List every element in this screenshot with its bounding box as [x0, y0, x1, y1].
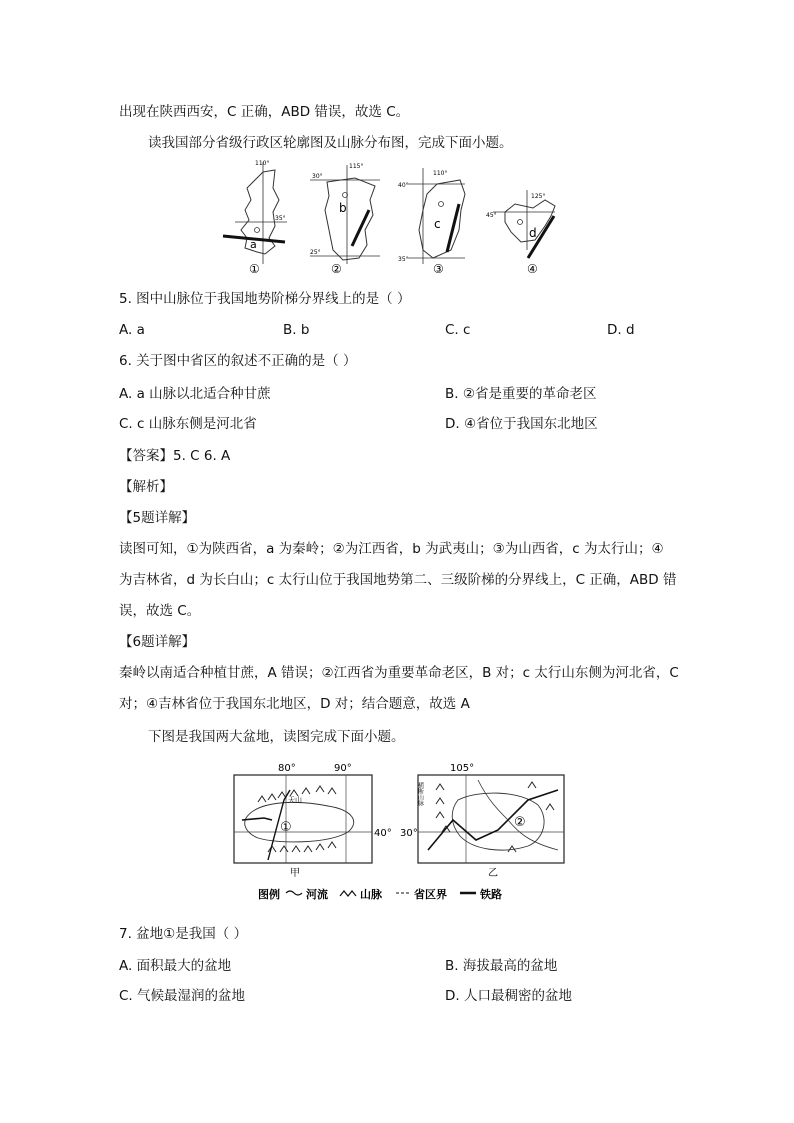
lon-label: 80° [278, 763, 296, 774]
map-shaanxi [223, 160, 287, 276]
river-symbol-icon [286, 891, 302, 895]
caption-jia: 甲 [290, 868, 300, 879]
map-jilin [486, 190, 555, 276]
mountain-symbol-icon [340, 891, 356, 896]
lon-label: 115° [349, 163, 364, 170]
map-number-1: ① [249, 262, 260, 276]
lat-label: 45° [486, 212, 497, 219]
mountain-letter-a: a [250, 238, 257, 251]
q7-option-a: A. 面积最大的盆地 [119, 958, 232, 974]
basin-1-label: ① [280, 820, 292, 835]
caption-yi: 乙 [488, 868, 498, 879]
map-number-2: ② [331, 262, 342, 276]
province-outline-maps [215, 160, 577, 285]
legend-title: 图例 [258, 888, 280, 901]
map-number-4: ④ [527, 262, 538, 276]
legend [258, 887, 502, 901]
lon-label: 110° [433, 170, 448, 177]
q6-option-d: D. ④省位于我国东北地区 [445, 416, 598, 432]
q7-option-b: B. 海拔最高的盆地 [445, 958, 558, 974]
lon-label: 125° [531, 193, 546, 200]
lon-label: 105° [450, 763, 475, 774]
map-yi [400, 763, 564, 879]
map-number-3: ③ [433, 262, 444, 276]
question-5: 5. 图中山脉位于我国地势阶梯分界线上的是（ ） [119, 291, 411, 307]
map-shanxi [398, 168, 465, 276]
q7-option-d: D. 人口最稠密的盆地 [445, 988, 572, 1004]
answer-line: 【答案】5. C 6. A [119, 448, 231, 464]
legend-mountain: 山脉 [360, 888, 382, 901]
analysis-heading: 【解析】 [119, 479, 173, 495]
q6-option-b: B. ②省是重要的革命老区 [445, 386, 597, 402]
map-jia [234, 763, 392, 879]
q6-detail-text: 秦岭以南适合种植甘蔗，A 错误；②江西省为重要革命老区，B 对；c 太行山东侧为河北省，C [119, 665, 679, 681]
q5-detail-text: 读图可知，①为陕西省，a 为秦岭；②为江西省，b 为武夷山；③为山西省，c 为太行山；④ [119, 541, 664, 557]
text-line: 出现在陕西西安，C 正确，ABD 错误，故选 C。 [119, 104, 410, 120]
q5-detail-text: 误，故选 C。 [119, 603, 201, 619]
lat-label: 40° [398, 182, 409, 189]
q7-option-c: C. 气候最湿润的盆地 [119, 988, 246, 1004]
question-7: 7. 盆地①是我国（ ） [119, 926, 248, 942]
basin-2-label: ② [514, 815, 526, 830]
lon-label: 110° [255, 160, 270, 167]
lat-label: 35° [275, 215, 286, 222]
lat-label: 40° [374, 828, 392, 839]
q6-detail-text: 对；④吉林省位于我国东北地区，D 对；结合题意，故选 A [119, 696, 470, 712]
q5-option-a: A. a [119, 322, 145, 338]
q5-option-d: D. d [607, 322, 635, 338]
basin-maps [228, 760, 568, 908]
lat-label: 25° [310, 249, 321, 256]
q6-detail-heading: 【6题详解】 [119, 634, 196, 650]
question-6: 6. 关于图中省区的叙述不正确的是（ ） [119, 353, 357, 369]
lat-label: 30° [312, 173, 323, 180]
q6-option-c: C. c 山脉东侧是河北省 [119, 416, 257, 432]
mountain-letter-b: b [339, 201, 347, 215]
q6-option-a: A. a 山脉以北适合种甘蔗 [119, 386, 271, 402]
question-intro: 读我国部分省级行政区轮廓图及山脉分布图，完成下面小题。 [148, 135, 513, 151]
mountain-letter-d: d [529, 226, 537, 240]
tianshan-label: 天山 [288, 796, 302, 804]
lat-label: 30° [400, 828, 418, 839]
q5-option-c: C. c [445, 322, 471, 338]
q5-detail-heading: 【5题详解】 [119, 510, 196, 526]
q5-option-b: B. b [283, 322, 310, 338]
legend-boundary: 省区界 [414, 888, 447, 901]
map-jiangxi [310, 163, 380, 276]
q5-detail-text: 为吉林省，d 为长白山；c 太行山位于我国地势第二、三级阶梯的分界线上，C 正确，ABD 错 [119, 572, 677, 588]
legend-railway: 铁路 [480, 888, 502, 901]
mountain-letter-c: c [434, 217, 441, 231]
legend-river: 河流 [306, 888, 328, 901]
question-intro: 下图是我国两大盆地，读图完成下面小题。 [148, 729, 405, 745]
hengduan-label: 横断山脉 [416, 782, 424, 806]
lat-label: 35° [398, 256, 409, 263]
lon-label: 90° [334, 763, 352, 774]
